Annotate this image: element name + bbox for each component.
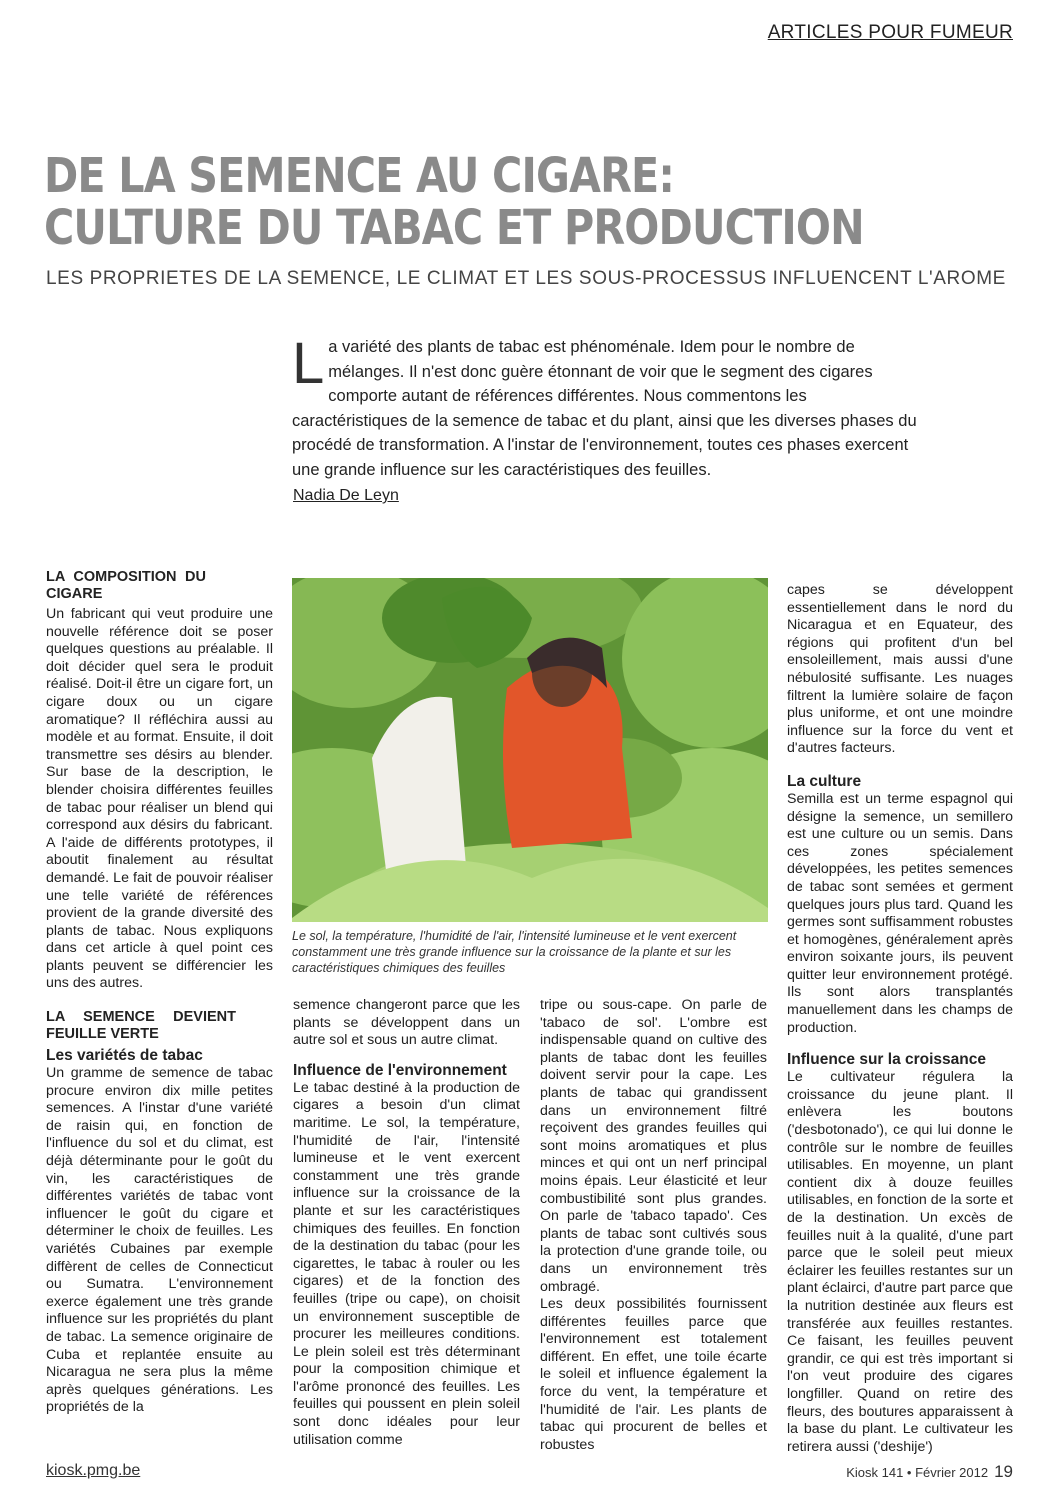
paragraph: Le cultivateur régulera la croissance du jeune plant. Il enlèvera les boutons ('desbotonado'), ce qui lui donne le contrôle sur le nombre de feuilles utilisables. En moyenne, un plant contient dix à douze feuilles utilisables, en fonction de la sorte et de la destination. Un excès de feuilles nuit à la qualité, d'une part parce que le soleil peut mieux éclairer les feuilles restantes sur un plant éclairci, d'autre part parce que la nutrition destinée aux fleurs est transférée aux feuilles restantes. Ce faisant, les feuilles peuvent grandir, ce qui est très important si l'on veut produire des cigares longfiller. Quand on retire des fleurs, des boutures apparaissent à la base du plant. Le cultivateur les retirera aussi ('deshije'): [787, 1069, 1013, 1455]
heading-environnement: Influence de l'environnement: [293, 1061, 507, 1079]
author-byline: Nadia De Leyn: [293, 487, 399, 504]
heading-culture: La culture: [787, 772, 862, 790]
heading-varietes: Les variétés de tabac: [46, 1047, 203, 1065]
photo-image: [292, 578, 768, 922]
section-label: ARTICLES POUR FUMEUR: [767, 22, 1013, 43]
paragraph: semence changeront parce que les plants se développent dans un autre sol et sous un autre climat.: [293, 997, 520, 1049]
intro-text: a variété des plants de tabac est phénoménale. Idem pour le nombre de mélanges. Il n'est donc guère étonnant de voir que le segment des cigares comporte autant de références différentes. Nous commentons les caractéristiques de la semence de tabac et du plant, ainsi que les diverses phases du procédé de transformation. A l'instar de l'environnement, toutes ces phases exercent une grande influence sur les caractéristiques des feuilles.: [292, 338, 917, 479]
paragraph: Un gramme de semence de tabac procure environ dix mille petites semences. A l'instar d'une variété de raisin qui, en fonction de l'influence du sol et du climat, est déjà déterminante pour le goût du vin, les caractéristiques de différentes variétés de tabac vont influencer le goût du cigare et déterminer le choix de feuilles. Les variétés Cubaines par exemple diffèrent de celles de Connecticut ou Sumatra. L'environnement exerce également une très grande influence sur les propriétés du plant de tabac. La semence originaire de Cuba et replantée ensuite au Nicaragua ne sera plus la même après quelques générations. Les propriétés de la: [46, 1065, 273, 1416]
paragraph: tripe ou sous-cape. On parle de 'tabaco de sol'. L'ombre est indispensable quand on cultive des plants de tabac dont les feuilles doivent servir pour la cape. Les plants de tabac qui grandissent dans un environnement filtré reçoivent des grandes feuilles qui sont moins aromatiques et plus minces et qui ont un nerf principal moins épais. Leur élasticité et leur combustibilité sont plus grandes. On parle de 'tabaco tapado'. Ces plants de tabac sont cultivés sous la protection d'une grande toile, ou dans un environnement très ombragé.: [540, 997, 767, 1295]
paragraph: Semilla est un terme espagnol qui désigne la semence, un semillero est une culture ou un semis. Dans ces zones spécialement développées, les petites semences de tabac sont semées et germent quelques jours plus tard. Quand les germes sont suffisamment robustes et homogènes, généralement après environ soixante jours, ils peuvent quitter leur environnement protégé. Ils sont alors transplantés manuellement dans les champs de production.: [787, 790, 1013, 1036]
column-3: [540, 997, 767, 1454]
article-title: [44, 150, 864, 254]
drop-cap: L: [292, 331, 325, 396]
paragraph: Les deux possibilités fournissent différentes feuilles parce que l'environnement est totalement différent. En effet, une toile écarte le soleil et influence également la force du vent, la température et l'humidité de l'air. Les plants de tabac qui procurent de belles et robustes: [540, 1296, 767, 1453]
title-line-2: CULTURE DU TABAC ET PRODUCTION: [44, 200, 864, 256]
photo-caption: Le sol, la température, l'humidité de l'air, l'intensité lumineuse et le vent exercent constamment une très grande influence sur la croissance de la plante et sur les caractéristiques chimiques des feuilles: [292, 929, 737, 975]
title-line-1: DE LA SEMENCE AU CIGARE:: [44, 148, 674, 204]
issue-info: Kiosk 141 • Février 2012: [846, 1465, 989, 1480]
footer-issue: [846, 1462, 1013, 1482]
paragraph: Le tabac destiné à la production de cigares a besoin d'un climat maritime. Le sol, la température, l'humidité de l'air, l'intensité lumineuse et le vent exercent constamment une très grande influence sur la croissance de la plante et sur les caractéristiques chimiques des feuilles. En fonction de la destination du tabac (pour les cigarettes, le tabac à rouler ou les cigares) et de la fonction des feuilles (tripe ou cape), on choisit un environnement susceptible de procurer les meilleures conditions. Le plein soleil est très déterminant pour la composition chimique et l'arôme prononcé des feuilles. Les feuilles qui poussent en plein soleil sont donc idéales pour leur utilisation comme: [293, 1079, 520, 1448]
intro-paragraph: [292, 331, 920, 482]
heading-semence: LA SEMENCE DEVIENT FEUILLE VERTE: [46, 1009, 236, 1043]
page-number: 19: [994, 1462, 1013, 1481]
article-subtitle: LES PROPRIETES DE LA SEMENCE, LE CLIMAT ET LES SOUS-PROCESSUS INFLUENCENT L'AROME: [46, 268, 1006, 289]
heading-composition: LA COMPOSITION DU CIGARE: [46, 569, 206, 602]
column-2: [293, 997, 520, 1449]
footer-website-link[interactable]: kiosk.pmg.be: [46, 1462, 141, 1479]
column-4: [787, 582, 1013, 1456]
paragraph: capes se développent essentiellement dans le nord du Nicaragua et en Equateur, des régions qui profitent d'un bel ensoleillement, mais aussi d'une nébulosité suffisante. Les nuages filtrent la lumière solaire de façon plus uniforme, et ont une moindre influence sur la force du vent et d'autres facteurs.: [787, 582, 1013, 757]
heading-croissance: Influence sur la croissance: [787, 1051, 987, 1069]
paragraph: Un fabricant qui veut produire une nouvelle référence doit se poser quelques questions au préalable. Il doit décider quel sera le produit réalisé. Doit-il être un cigare fort, un cigare doux ou un cigare aromatique? Il réfléchira aussi au modèle et au format. Ensuite, il doit transmettre ses désirs au blender. Sur base de la description, le blender choisira différentes feuilles de tabac pour réaliser un blend qui correspond aux désirs du fabricant. A l'aide de différents prototypes, il aboutit finalement au résultat demandé. Le fait de pouvoir réaliser une telle variété de références provient de la grande diversité des plants de tabac. Nous expliquons dans cet article à quel point ces plants peuvent se différencier les uns des autres.: [46, 606, 273, 992]
tobacco-field-photo: [292, 578, 768, 922]
column-1: [46, 569, 273, 1417]
